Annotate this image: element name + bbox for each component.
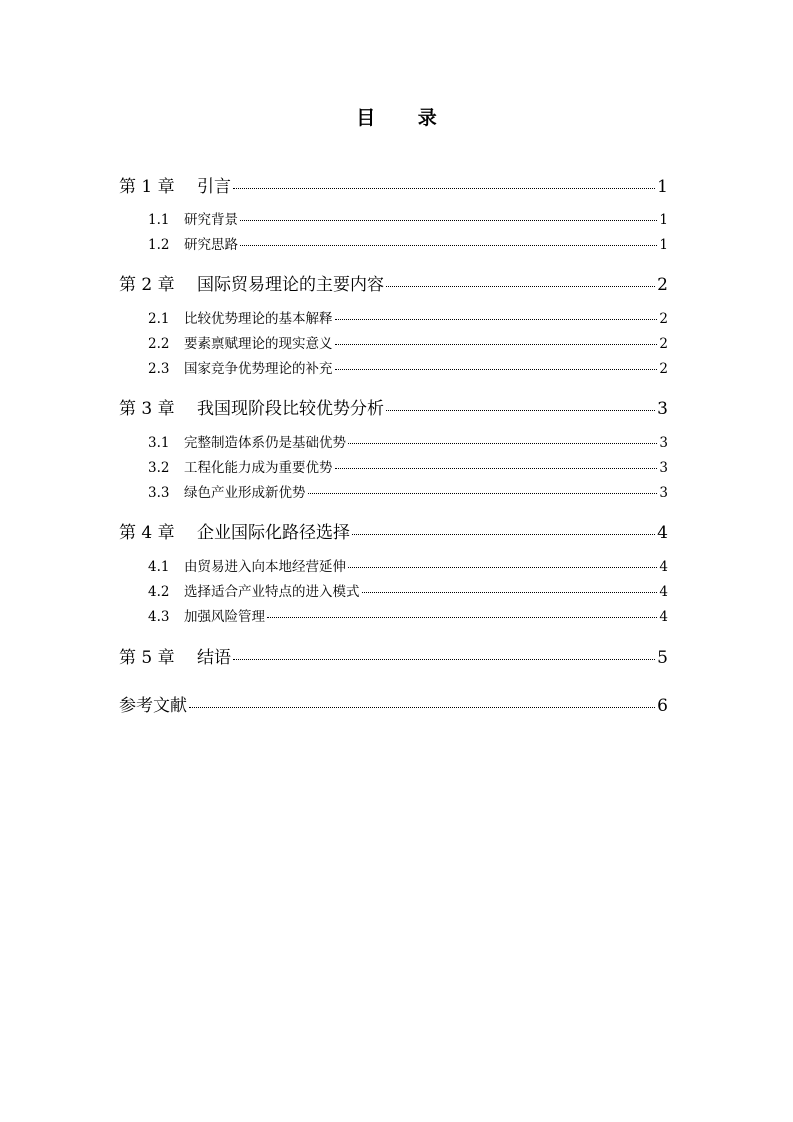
toc-entry-section-3-2[interactable] [119, 456, 668, 476]
toc-entry-page: 1 [657, 177, 668, 197]
toc-entry-page: 6 [657, 696, 668, 716]
dot-leader [335, 319, 658, 320]
toc-entry-section-4-2[interactable] [119, 580, 668, 600]
toc-entry-number: 1.2 [148, 237, 170, 253]
toc-entry-label: 由贸易进入向本地经营延伸 [184, 559, 346, 575]
toc-entry-label: 比较优势理论的基本解释 [184, 311, 333, 327]
toc-entry-label: 国家竞争优势理论的补充 [184, 361, 333, 377]
toc-entry-section-2-1[interactable] [119, 307, 668, 327]
toc-entry-section-2-3[interactable] [119, 357, 668, 377]
toc-entry-label: 要素禀赋理论的现实意义 [184, 336, 333, 352]
toc-entry-number: 第 2 章 [119, 275, 175, 295]
toc-entry-label: 研究思路 [184, 237, 238, 253]
toc-entry-number: 第 4 章 [119, 523, 175, 543]
toc-entry-section-1-1[interactable] [119, 208, 668, 228]
toc-entry-label: 加强风险管理 [184, 609, 265, 625]
toc-entry-section-2-2[interactable] [119, 332, 668, 352]
toc-entry-chapter-1[interactable] [119, 172, 668, 196]
toc-entry-section-3-3[interactable] [119, 481, 668, 501]
toc-entry-label: 绿色产业形成新优势 [184, 485, 306, 501]
dot-leader [240, 220, 657, 221]
toc-entry-page: 3 [657, 399, 668, 419]
toc-entry-page: 4 [659, 584, 668, 600]
toc-entry-chapter-4[interactable] [119, 518, 668, 542]
toc-entry-page: 3 [659, 485, 668, 501]
toc-entry-page: 5 [657, 648, 668, 668]
toc-entry-page: 3 [659, 435, 668, 451]
toc-entry-page: 2 [657, 275, 668, 295]
dot-leader [189, 707, 655, 708]
dot-leader [308, 493, 658, 494]
toc-entry-number: 2.1 [148, 311, 170, 327]
toc-entry-number: 第 3 章 [119, 399, 175, 419]
toc-entry-number: 4.1 [148, 559, 170, 575]
dot-leader [233, 188, 655, 189]
toc-entry-number: 3.3 [148, 485, 170, 501]
dot-leader [362, 592, 658, 593]
toc-entry-number: 3.2 [148, 460, 170, 476]
toc-entry-number: 1.1 [148, 212, 170, 228]
toc-entry-label: 工程化能力成为重要优势 [184, 460, 333, 476]
dot-leader [233, 659, 655, 660]
toc-title: 目 录 [356, 107, 455, 129]
toc-entry-label: 我国现阶段比较优势分析 [197, 399, 384, 419]
dot-leader [386, 286, 655, 287]
toc-entry-page: 3 [659, 460, 668, 476]
toc-entry-page: 1 [659, 212, 668, 228]
dot-leader [352, 534, 655, 535]
toc-entry-label: 参考文献 [119, 696, 187, 716]
toc-entry-page: 4 [659, 609, 668, 625]
toc-entry-number: 3.1 [148, 435, 170, 451]
dot-leader [240, 245, 657, 246]
toc-entry-number: 第 1 章 [119, 177, 175, 197]
toc-entry-label: 选择适合产业特点的进入模式 [184, 584, 360, 600]
toc-entry-chapter-2[interactable] [119, 270, 668, 294]
toc-entry-label: 国际贸易理论的主要内容 [197, 275, 384, 295]
dot-leader [348, 567, 657, 568]
toc-entry-page: 4 [659, 559, 668, 575]
toc-entry-number: 2.2 [148, 336, 170, 352]
toc-entry-number: 4.3 [148, 609, 170, 625]
toc-entry-number: 2.3 [148, 361, 170, 377]
toc-entry-page: 2 [659, 311, 668, 327]
toc-entry-section-4-1[interactable] [119, 555, 668, 575]
dot-leader [386, 410, 655, 411]
toc-entry-page: 4 [657, 523, 668, 543]
toc-entry-label: 结语 [197, 648, 231, 668]
toc-entry-label: 引言 [197, 177, 231, 197]
toc-entry-references[interactable] [119, 691, 668, 715]
toc-entry-page: 1 [659, 237, 668, 253]
dot-leader [348, 443, 657, 444]
dot-leader [335, 344, 658, 345]
toc-entry-page: 2 [659, 336, 668, 352]
dot-leader [335, 468, 658, 469]
toc-entry-label: 研究背景 [184, 212, 238, 228]
toc-entry-label: 完整制造体系仍是基础优势 [184, 435, 346, 451]
toc-entry-page: 2 [659, 361, 668, 377]
toc-entry-section-4-3[interactable] [119, 605, 668, 625]
toc-entry-number: 第 5 章 [119, 648, 175, 668]
dot-leader [335, 369, 658, 370]
toc-entry-section-1-2[interactable] [119, 233, 668, 253]
toc-entry-chapter-3[interactable] [119, 394, 668, 418]
toc-entry-chapter-5[interactable] [119, 643, 668, 667]
toc-entry-section-3-1[interactable] [119, 431, 668, 451]
toc-entry-label: 企业国际化路径选择 [197, 523, 350, 543]
dot-leader [267, 617, 657, 618]
toc-entry-number: 4.2 [148, 584, 170, 600]
